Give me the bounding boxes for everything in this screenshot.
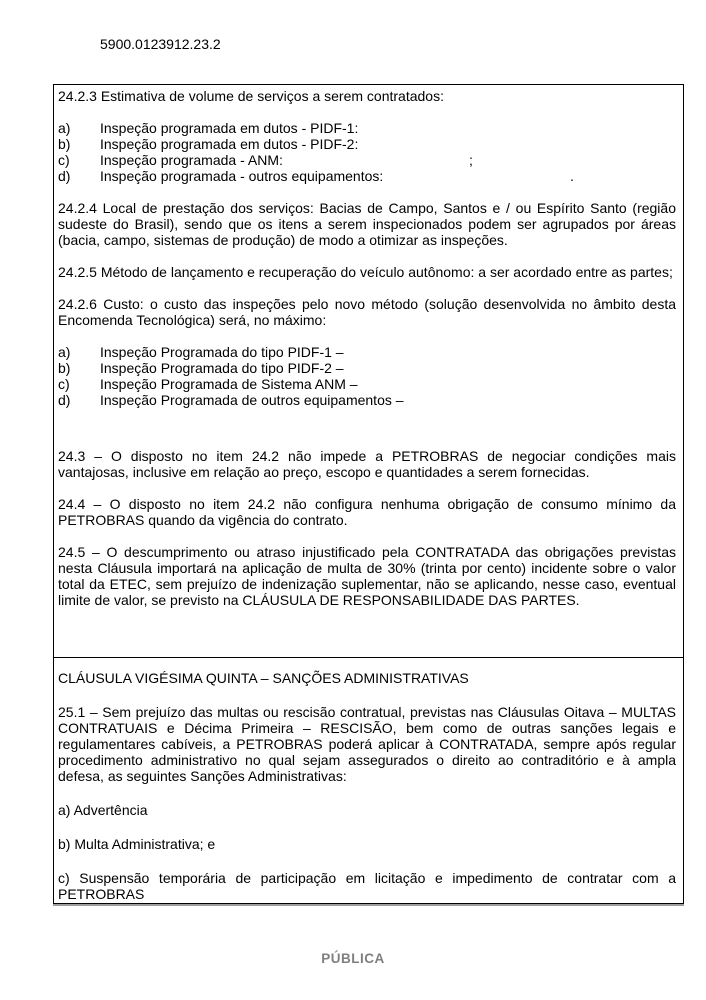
clause-24-4-paragraph: 24.4 – O disposto no item 24.2 não configura nenhuma obrigação de consumo mínimo da PETROBRAS quando da vigência do contrato. bbox=[58, 496, 676, 528]
list-item-c bbox=[58, 376, 676, 392]
list-item-label: b) bbox=[58, 360, 71, 376]
clause-24-3-paragraph: 24.3 – O disposto no item 24.2 não impede a PETROBRAS de negociar condições mais vantajosas, inclusive em relação ao preço, escopo e quantidades a serem fornecidas. bbox=[58, 448, 676, 480]
cost-list bbox=[58, 344, 676, 408]
list-item-d bbox=[58, 168, 676, 184]
clause-24-box bbox=[53, 84, 684, 658]
list-item-b bbox=[58, 360, 676, 376]
list-item-label: b) bbox=[58, 136, 71, 152]
clause-24-5-paragraph: 24.5 – O descumprimento ou atraso injustificado pela CONTRATADA das obrigações previstas nesta Cláusula importará na aplicação de multa de 30% (trinta por cento) incidente sobre o valor total da ETEC, sem prejuízo de indenização suplementar, não se aplicando, nesse caso, eventual limite de valor, se previsto na CLÁUSULA DE RESPONSABILIDADE DAS PARTES. bbox=[58, 544, 676, 608]
list-item-d bbox=[58, 392, 676, 408]
list-item-label: d) bbox=[58, 392, 71, 408]
list-item-a bbox=[58, 120, 676, 136]
list-item-a bbox=[58, 344, 676, 360]
list-item-text: Inspeção Programada do tipo PIDF-1 – bbox=[100, 344, 344, 360]
list-item-label: c) bbox=[58, 152, 70, 168]
footer-classification-label: PÚBLICA bbox=[321, 951, 385, 966]
list-item-b bbox=[58, 136, 676, 152]
list-item-label: d) bbox=[58, 168, 71, 184]
clause-24-2-3-heading: 24.2.3 Estimativa de volume de serviços a serem contratados: bbox=[58, 88, 444, 104]
clause-24-2-6-heading: 24.2.6 Custo: o custo das inspeções pelo novo método (solução desenvolvida no âmbito desta Encomenda Tecnológica) será, no máximo: bbox=[58, 296, 676, 328]
clause-25-box bbox=[53, 657, 684, 904]
list-item-label: a) bbox=[58, 344, 71, 360]
clause-24-2-5-paragraph: 24.2.5 Método de lançamento e recuperação do veículo autônomo: a ser acordado entre as partes; bbox=[58, 264, 673, 280]
sanction-item-b: b) Multa Administrativa; e bbox=[58, 836, 216, 852]
list-item-text: Inspeção Programada de Sistema ANM – bbox=[100, 376, 358, 392]
list-item-label: a) bbox=[58, 120, 71, 136]
list-item-c bbox=[58, 152, 676, 168]
sanction-item-a: a) Advertência bbox=[58, 802, 148, 818]
list-item-text: Inspeção Programada do tipo PIDF-2 – bbox=[100, 360, 344, 376]
sanction-item-c: c) Suspensão temporária de participação em licitação e impedimento de contratar com a PETROBRAS bbox=[58, 870, 676, 902]
service-volume-list bbox=[58, 120, 676, 184]
document-number: 5900.0123912.23.2 bbox=[100, 36, 221, 52]
clause-25-1-paragraph: 25.1 – Sem prejuízo das multas ou rescisão contratual, previstas nas Cláusulas Oitava – MULTAS CONTRATUAIS e Décima Primeira – RESCISÃO, bem como de outras sanções legais e regulamentares cabíveis, a PETROBRAS poderá aplicar à CONTRATADA, sempre após regular procedimento administrativo no qual sejam assegurados o direito ao contraditório e à ampla defesa, as seguintes Sanções Administrativas: bbox=[58, 704, 676, 784]
redacted-value-punctuation: . bbox=[570, 168, 574, 184]
clause-25-heading: CLÁUSULA VIGÉSIMA QUINTA – SANÇÕES ADMINISTRATIVAS bbox=[58, 670, 469, 686]
list-item-text: Inspeção programada em dutos - PIDF-2: bbox=[100, 136, 359, 152]
list-item-label: c) bbox=[58, 376, 70, 392]
clause-24-2-4-paragraph: 24.2.4 Local de prestação dos serviços: Bacias de Campo, Santos e / ou Espírito Santo (região sudeste do Brasil), sendo que os itens a serem inspecionados podem ser agrupados por áreas (bacia, campo, sistemas de produção) de modo a otimizar as inspeções. bbox=[58, 200, 676, 248]
redacted-value-punctuation: ; bbox=[469, 152, 473, 168]
list-item-text: Inspeção programada - ANM: bbox=[100, 152, 283, 168]
list-item-text: Inspeção Programada de outros equipamentos – bbox=[100, 392, 404, 408]
list-item-text: Inspeção programada - outros equipamentos: bbox=[100, 168, 384, 184]
list-item-text: Inspeção programada em dutos - PIDF-1: bbox=[100, 120, 359, 136]
